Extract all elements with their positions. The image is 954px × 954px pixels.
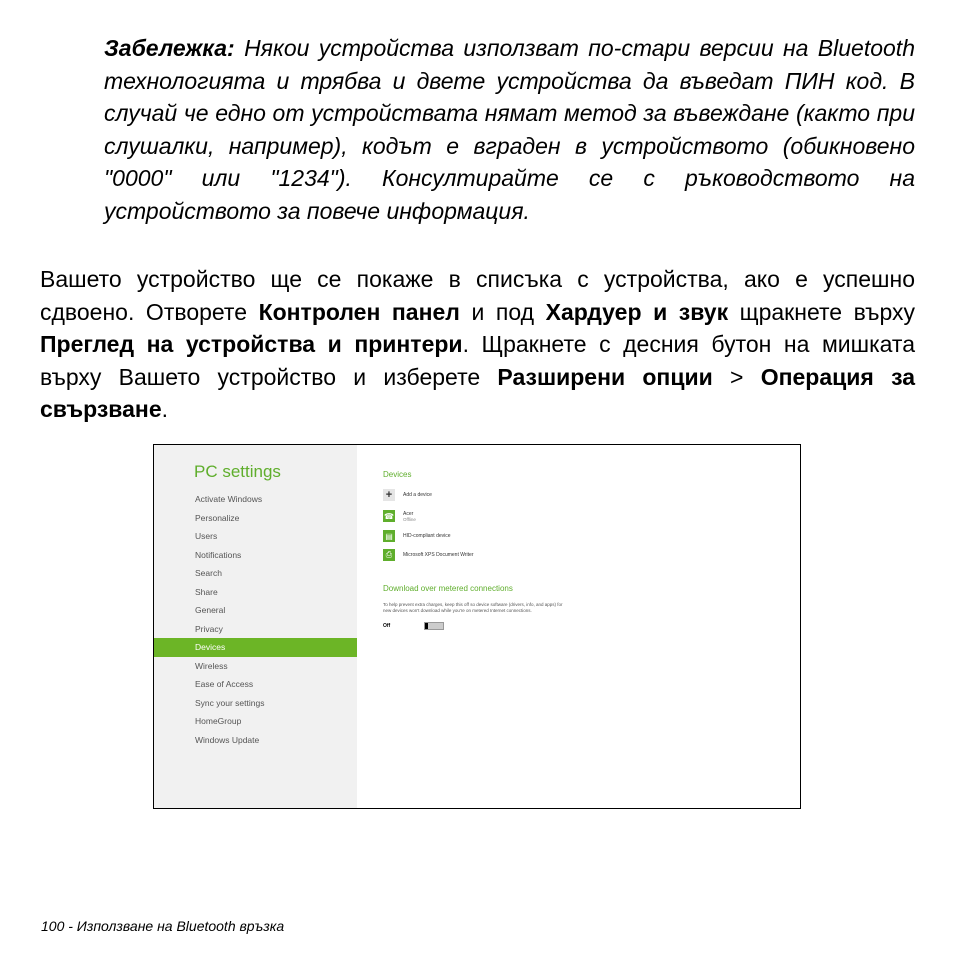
instruction-paragraph — [40, 263, 915, 426]
settings-sidebar — [154, 445, 357, 808]
menu-item-notifications[interactable]: Notifications — [195, 549, 242, 560]
settings-menu — [154, 490, 357, 749]
para-text-6: . — [161, 396, 169, 422]
para-text-3: щракнете върху — [728, 298, 915, 325]
hardware-sound-term: Хардуер и звук — [545, 298, 729, 325]
toggle-knob — [425, 623, 428, 629]
device-xps-writer[interactable] — [383, 549, 473, 561]
menu-item-privacy[interactable]: Privacy — [195, 623, 223, 634]
note-text: Някои устройства използват по-стари версии на Bluetooth технологията и трябва и двете устройства да въведат ПИН код. В случай че едно от устройствата нямат метод за въвеждане (както при слушалки, например), кодът е вграден в устройството (обикновено "0000" или "1234"). Консултирайте се с ръководството на устройството за повече информация. — [104, 35, 915, 224]
metered-toggle-switch[interactable] — [424, 622, 444, 630]
metered-description: To help prevent extra charges, keep this off so device software (drivers, info, and apps) for new devices won't download while you're on metered Internet connections. — [383, 602, 563, 613]
menu-item-sync-settings[interactable]: Sync your settings — [195, 697, 265, 708]
menu-item-users[interactable]: Users — [195, 531, 218, 541]
page-footer: 100 - Използване на Bluetooth връзка — [41, 918, 285, 934]
menu-item-homegroup[interactable]: HomeGroup — [195, 716, 242, 726]
device-acer[interactable] — [383, 510, 416, 522]
pc-settings-screenshot — [153, 444, 801, 809]
menu-item-personalize[interactable]: Personalize — [195, 512, 240, 523]
para-text-2: и под — [459, 298, 546, 325]
note-label: Забележка: — [104, 35, 235, 61]
add-device-button[interactable] — [383, 489, 432, 501]
para-text-5: > — [712, 363, 761, 390]
device-hid[interactable] — [383, 530, 451, 542]
metered-heading: Download over metered connections — [383, 584, 513, 593]
printer-icon: ⎙ — [383, 549, 395, 561]
menu-item-activate-windows[interactable]: Activate Windows — [195, 494, 263, 504]
device-hid-name: HID-compliant device — [403, 533, 451, 539]
menu-item-devices[interactable]: Devices — [154, 638, 357, 657]
para-text-4: . Щракнете с десния бутон на мишката върху Вашето устройство и изберете — [40, 331, 915, 390]
metered-toggle-label: Off — [383, 623, 391, 629]
menu-item-windows-update[interactable]: Windows Update — [195, 734, 260, 745]
control-panel-term: Контролен панел — [258, 298, 460, 325]
device-acer-name: Acer — [403, 510, 414, 517]
device-xps-name: Microsoft XPS Document Writer — [403, 552, 474, 558]
devices-printers-term: Преглед на устройства и принтери — [40, 331, 463, 357]
para-text-1: Вашето устройство ще се покаже в списъка с устройства, ако е успешно сдвоено. Отворете — [40, 266, 915, 325]
devices-panel — [383, 445, 800, 808]
menu-item-search[interactable]: Search — [195, 568, 222, 578]
add-device-label: Add a device — [403, 492, 432, 498]
phone-icon: ☎ — [384, 511, 394, 521]
connect-operation-term: Операция за свързване — [40, 363, 915, 422]
menu-item-wireless[interactable]: Wireless — [195, 660, 228, 671]
advanced-options-term: Разширени опции — [497, 363, 713, 390]
device-acer-status: Offline — [403, 516, 416, 522]
keyboard-icon: ▤ — [383, 530, 395, 542]
note-block — [104, 32, 915, 227]
menu-item-ease-of-access[interactable]: Ease of Access — [195, 679, 254, 689]
plus-icon: + — [383, 489, 395, 501]
pc-settings-title: PC settings — [194, 462, 281, 481]
menu-item-general[interactable]: General — [195, 605, 226, 615]
menu-item-share[interactable]: Share — [195, 586, 218, 597]
devices-heading: Devices — [383, 470, 412, 479]
